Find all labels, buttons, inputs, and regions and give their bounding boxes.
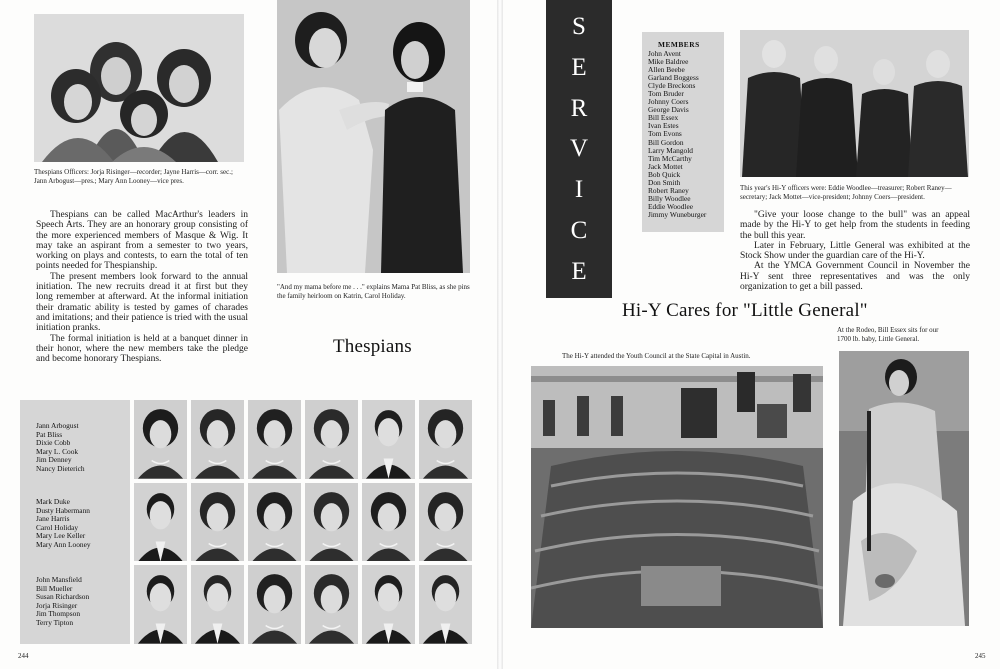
body-paragraph-2: The present members look forward to the annual initiation. The new recruits dread it at first but they long remember at afterward. At the informal initiation their dramatic ability is tested by games of charades and imitations; and their patience is tried with the usual initiation pranks. bbox=[36, 271, 248, 334]
hi-y-members-box bbox=[642, 32, 724, 232]
student-portrait bbox=[191, 565, 244, 644]
student-portrait bbox=[134, 400, 187, 479]
member-name: Don Smith bbox=[648, 177, 681, 187]
capitol-caption: The Hi-Y attended the Youth Council at the State Capital in Austin. bbox=[562, 352, 751, 360]
member-name: Mary L. Cook bbox=[36, 446, 79, 456]
thespian-officers-photo bbox=[34, 14, 244, 162]
member-name: Robert Raney bbox=[648, 185, 689, 195]
service-letter: C bbox=[570, 217, 588, 245]
member-name: Jim Denney bbox=[36, 455, 72, 464]
member-name: Ivan Estes bbox=[648, 121, 679, 131]
rodeo-caption: At the Rodeo, Bill Essex sits for our 1700 lb. baby, Little General. bbox=[837, 326, 939, 343]
hi-y-officers-caption: This year's Hi-Y officers were: Eddie Woodlee—treasurer; Robert Raney—secretary; Jack Mottet—vice-president; Johnny Coers—president. bbox=[740, 184, 952, 201]
service-letter: R bbox=[570, 94, 588, 122]
member-name: Bill Gordon bbox=[648, 137, 684, 147]
state-capitol-photo bbox=[531, 366, 823, 628]
page-number-left: 244 bbox=[18, 652, 29, 660]
student-portrait bbox=[362, 565, 415, 644]
member-name: Tom Evons bbox=[648, 129, 682, 139]
student-portrait bbox=[362, 483, 415, 562]
member-name: Garland Boggess bbox=[648, 73, 699, 83]
body-paragraph-1: "Give your loose change to the bull" was an appeal made by the Hi-Y to get help from the students in feeding the bull this year. bbox=[740, 210, 970, 241]
member-name: John Avent bbox=[648, 49, 681, 58]
service-letter: E bbox=[571, 53, 587, 81]
member-name: Larry Mangold bbox=[648, 145, 693, 155]
member-name: John Mansfield bbox=[36, 575, 82, 584]
member-name: Dusty Habermann bbox=[36, 505, 90, 515]
left-page bbox=[0, 0, 497, 669]
page-number-right: 245 bbox=[975, 652, 986, 660]
member-name: Carol Holiday bbox=[36, 522, 79, 532]
student-portrait bbox=[134, 483, 187, 562]
member-name: Mary Ann Looney bbox=[36, 539, 91, 549]
student-portrait bbox=[305, 565, 358, 644]
member-name: Jane Harris bbox=[36, 514, 70, 523]
student-portrait bbox=[305, 483, 358, 562]
body-paragraph-2: Later in February, Little General was exhibited at the Stock Show under the guardian care of the Hi-Y. bbox=[740, 240, 970, 262]
member-name: Mary Lee Keller bbox=[36, 531, 86, 540]
member-name: Bob Quick bbox=[648, 169, 681, 179]
member-name: Pat Bliss bbox=[36, 429, 63, 439]
member-name: Eddie Woodlee bbox=[648, 201, 694, 211]
service-letter: E bbox=[571, 257, 587, 285]
member-name: Billy Woodlee bbox=[648, 193, 691, 203]
member-name: Susan Richardson bbox=[36, 592, 90, 601]
body-paragraph-3: The formal initiation is held at a banquet dinner in their honor, where the new members take the pledge and become honorary Thespians. bbox=[36, 333, 248, 365]
thespian-officers-caption: Thespians Officers: Jorja Risinger—recorder; Jayne Harris—corr. sec.; Jann Arbogust—pres.; Mary Ann Looney—vice pres. bbox=[34, 168, 233, 185]
service-vertical-banner bbox=[546, 0, 612, 298]
student-portrait bbox=[305, 400, 358, 479]
name-group-row-1 bbox=[36, 422, 85, 473]
name-group-row-2 bbox=[36, 498, 91, 549]
hi-y-body-text bbox=[740, 210, 970, 292]
student-portrait bbox=[419, 565, 472, 644]
member-name: Clyde Breckons bbox=[648, 81, 696, 91]
student-portrait bbox=[419, 483, 472, 562]
member-name: Jim Thompson bbox=[36, 609, 81, 618]
member-name: Tim McCarthy bbox=[648, 153, 692, 163]
student-portrait bbox=[191, 400, 244, 479]
student-portrait bbox=[134, 565, 187, 644]
members-title: MEMBERS bbox=[658, 40, 700, 49]
thespian-names-panel bbox=[20, 400, 130, 644]
thespian-portrait-grid bbox=[134, 400, 472, 644]
member-name: Jann Arbogust bbox=[36, 421, 79, 430]
pinning-caption: "And my mama before me . . ." explains Mama Pat Bliss, as she pins the family heirloom on Katrin, Carol Holiday. bbox=[277, 283, 470, 300]
member-name: George Davis bbox=[648, 105, 689, 115]
right-page bbox=[503, 0, 1000, 669]
member-name: Jack Mottet bbox=[648, 161, 683, 171]
members-list bbox=[648, 50, 724, 219]
thespians-body-text bbox=[36, 210, 248, 364]
student-portrait bbox=[248, 483, 301, 562]
student-portrait bbox=[362, 400, 415, 479]
student-portrait bbox=[191, 483, 244, 562]
name-group-row-3 bbox=[36, 576, 89, 627]
member-name: Johnny Coers bbox=[648, 97, 689, 107]
member-name: Jimmy Wuneburger bbox=[648, 209, 707, 219]
member-name: Tom Bruder bbox=[648, 89, 684, 99]
member-name: Bill Mueller bbox=[36, 583, 73, 593]
thespians-title: Thespians bbox=[333, 336, 412, 357]
member-name: Jorja Risinger bbox=[36, 600, 78, 610]
service-letter: V bbox=[569, 135, 589, 163]
hi-y-section-title: Hi-Y Cares for "Little General" bbox=[622, 300, 868, 321]
member-name: Nancy Dieterich bbox=[36, 463, 85, 473]
member-name: Mark Duke bbox=[36, 497, 70, 506]
student-portrait bbox=[248, 400, 301, 479]
member-name: Dixie Cobb bbox=[36, 438, 71, 447]
student-portrait bbox=[248, 565, 301, 644]
hi-y-officers-photo bbox=[740, 30, 969, 177]
member-name: Terry Tipton bbox=[36, 617, 74, 627]
member-name: Mike Baldree bbox=[648, 57, 689, 67]
member-name: Allen Beebe bbox=[648, 65, 685, 75]
member-name: Bill Essex bbox=[648, 113, 679, 123]
pinning-heirloom-photo bbox=[277, 0, 470, 273]
student-portrait bbox=[419, 400, 472, 479]
body-paragraph-1: Thespians can be called MacArthur's leaders in Speech Arts. They are an honorary group consisting of the more experienced members of Masque & Wig. It may take an aspirant from a semester to two years, working on plays and contests, to earn the total of ten points needed for Thespianship. bbox=[36, 210, 248, 272]
rodeo-bull-photo bbox=[839, 351, 969, 626]
body-paragraph-3: At the YMCA Government Council in November the Hi-Y sent three representatives and was the only organization to get a bill passed. bbox=[740, 261, 970, 293]
service-letter: I bbox=[574, 176, 584, 204]
service-letter: S bbox=[572, 12, 586, 40]
